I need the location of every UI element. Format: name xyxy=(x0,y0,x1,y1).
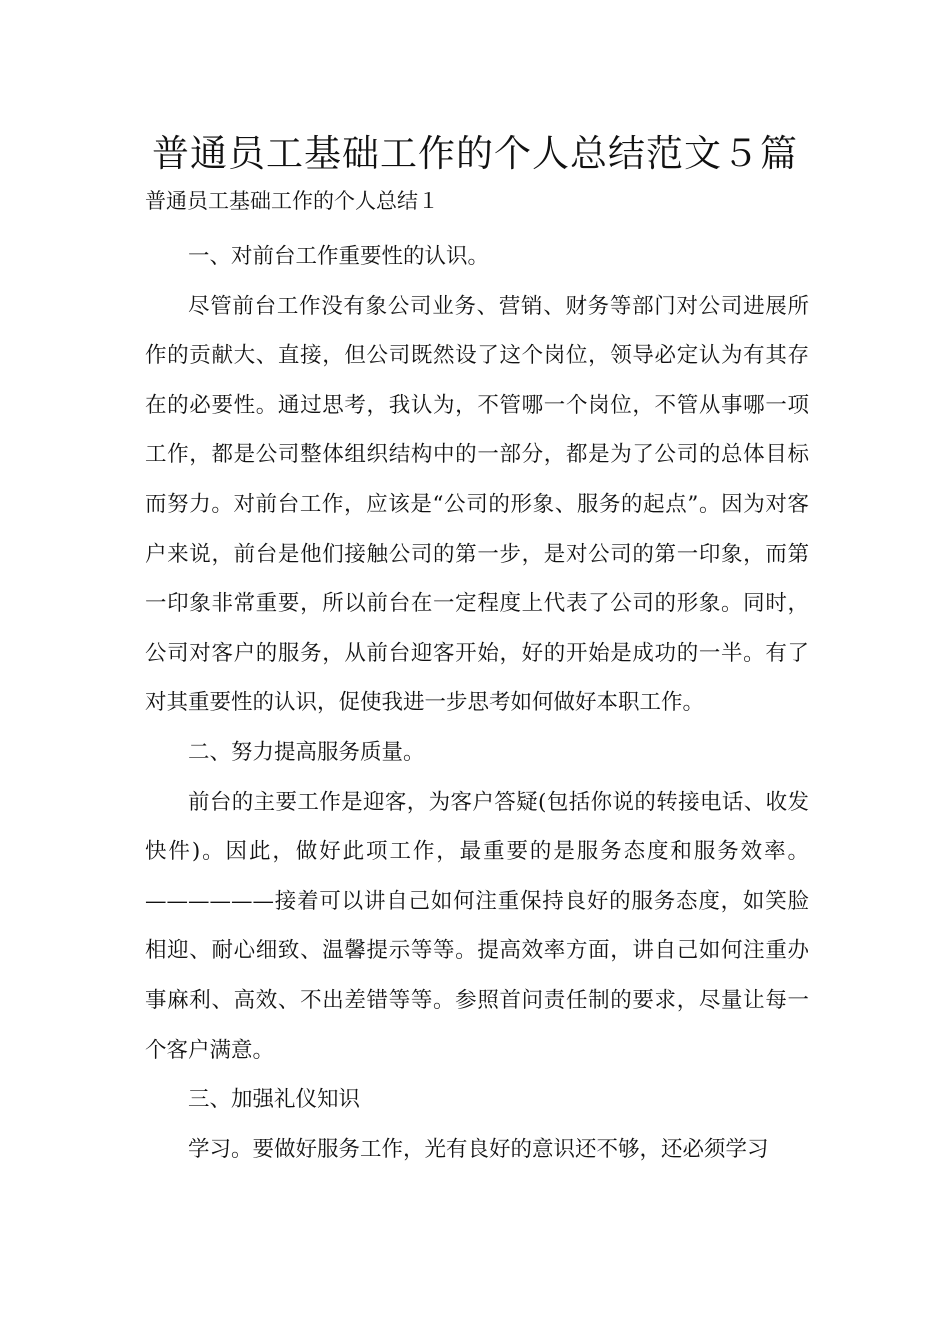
document-title: 普通员工基础工作的个人总结范文５篇 xyxy=(152,132,798,175)
body-paragraph-3: 学习。要做好服务工作，光有良好的意识还不够，还必须学习 xyxy=(188,1136,769,1162)
section-heading-2: 二、努力提高服务质量。 xyxy=(188,739,425,765)
document-body xyxy=(145,232,809,1174)
section-heading-3: 三、加强礼仪知识 xyxy=(188,1087,361,1113)
body-paragraph-1: 尽管前台工作没有象公司业务、营销、财务等部门对公司进展所作的贡献大、直接，但公司既然设了这个岗位，领导必定认为有其存在的必要性。通过思考，我认为，不管哪一个岗位，不管从事哪一项工作，都是公司整体组织结构中的一部分，都是为了公司的总体目标而努力。对前台工作，应该是“公司的形象、服务的起点”。因为对客户来说，前台是他们接触公司的第一步，是对公司的第一印象，而第一印象非常重要，所以前台在一定程度上代表了公司的形象。同时，公司对客户的服务，从前台迎客开始，好的开始是成功的一半。有了对其重要性的认识，促使我进一步思考如何做好本职工作。 xyxy=(145,293,809,716)
section-heading-1: 一、对前台工作重要性的认识。 xyxy=(188,244,490,269)
document-subtitle: 普通员工基础工作的个人总结１ xyxy=(145,189,439,213)
body-paragraph-2: 前台的主要工作是迎客，为客户答疑(包括你说的转接电话、收发快件)。因此，做好此项工作，最重要的是服务态度和服务效率。——————接着可以讲自己如何注重保持良好的服务态度，如笑脸相迎、耐心细致、温馨提示等等。提高效率方面，讲自己如何注重办事麻利、高效、不出差错等等。参照首问责任制的要求，尽量让每一个客户满意。 xyxy=(145,789,809,1063)
